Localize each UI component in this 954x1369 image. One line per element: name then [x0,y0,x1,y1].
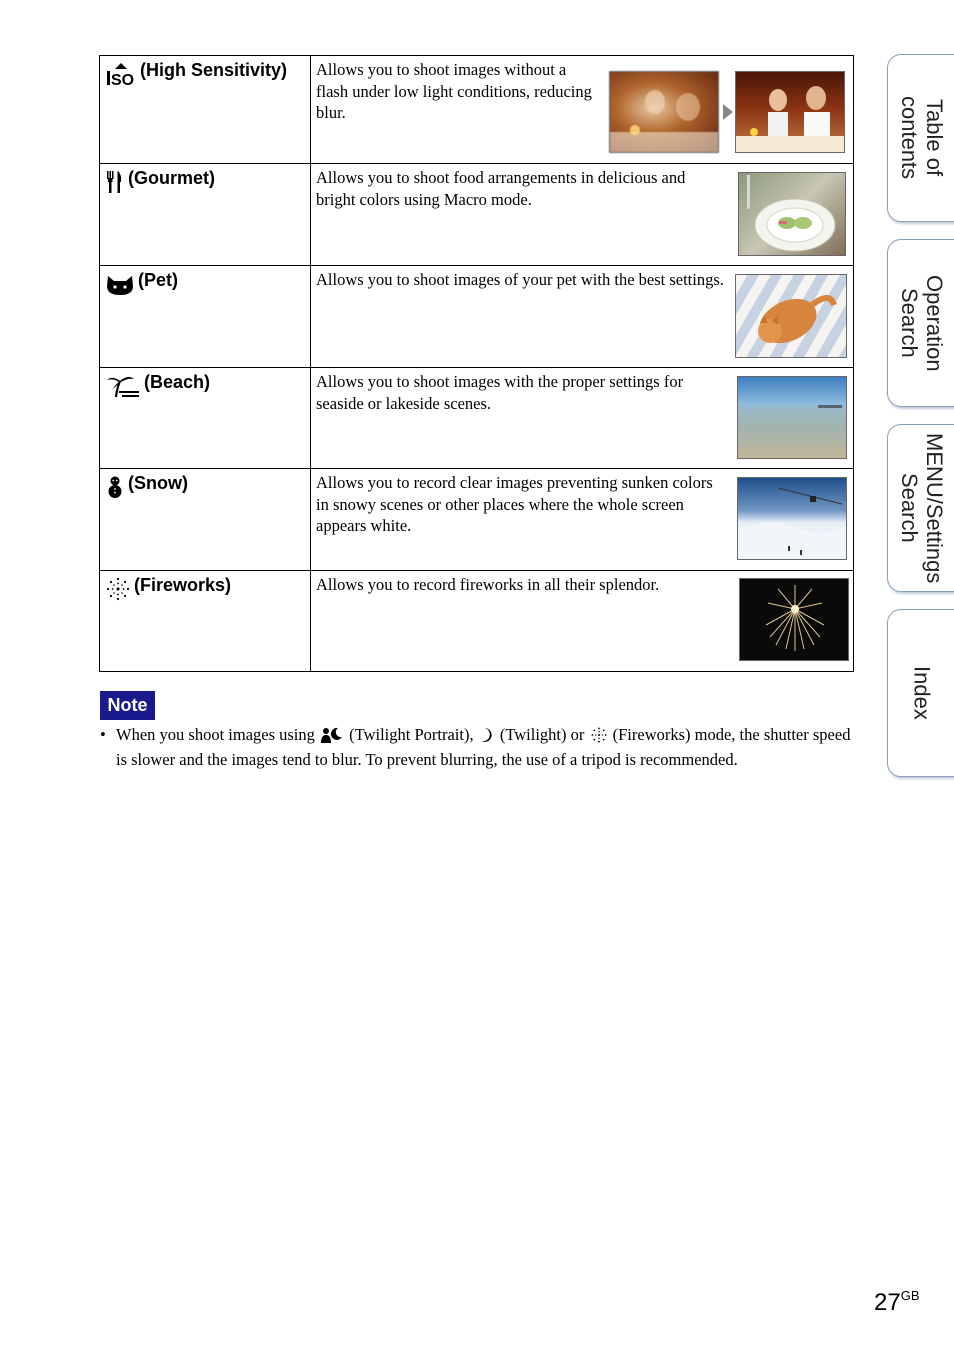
mode-description: Allows you to shoot images without a flash under low light conditions, reducing blur. [316,60,592,122]
mode-description: Allows you to shoot food arrangements in delicious and bright colors using Macro mode. [316,168,686,209]
photo-beach [737,376,847,459]
tab-label: Operation Search [897,274,947,372]
scene-mode-table [99,55,854,672]
note-list [100,724,855,771]
mode-description: Allows you to shoot images of your pet with the best settings. [316,270,724,289]
photo-food-plate [738,172,846,256]
mode-name-beach: (Beach) [100,368,310,404]
photo-sharp-diners [735,71,845,153]
tab-table-of-contents[interactable] [887,54,954,222]
page-suffix: GB [900,1288,920,1303]
tab-label: Table of contents [897,96,947,180]
note-text: When you shoot images using (Twilight Portrait), (Twilight) or (Fireworks) mode, the shutter speed is slower and the images tend to blur. To prevent blurring, the use of a tripod is recommended. [116,725,851,769]
svg-text:SO: SO [111,72,135,86]
table-row [100,266,854,368]
photo-kitten [735,274,847,358]
tab-label: Index [909,666,935,720]
mode-name-gourmet: (Gourmet) [100,164,310,200]
cat-icon [106,272,134,302]
palm-tree-icon [106,374,140,404]
bullet: • [100,725,106,744]
mode-description: Allows you to shoot images with the proper settings for seaside or lakeside scenes. [316,372,684,413]
tab-operation-search[interactable] [887,239,954,407]
mode-description: Allows you to record fireworks in all their splendor. [316,575,660,594]
page-number: $27^{GB}$ [874,1288,920,1316]
photo-fireworks [739,578,849,661]
iso-icon [106,62,136,92]
tab-menu-settings-search[interactable] [887,424,954,592]
mode-name-fireworks: (Fireworks) [100,571,310,607]
fork-knife-icon [106,170,124,200]
snowman-icon [106,475,124,505]
note-badge: Note [100,691,155,720]
photo-snow-scene [737,477,847,560]
tab-label: MENU/Settings Search [897,432,947,584]
mode-description: Allows you to record clear images preventing sunken colors in snowy scenes or other places where the whole screen appears white. [316,473,713,535]
mode-name-snow: (Snow) [100,469,310,505]
fireworks-icon [106,577,130,607]
photo-blurred-diners [609,71,719,153]
twilight-moon-icon [480,727,494,749]
table-row [100,56,854,164]
table-row [100,164,854,266]
arrow-right-icon [723,104,733,120]
table-row [100,469,854,571]
tab-index[interactable] [887,609,954,777]
table-row [100,571,854,672]
fireworks-icon [591,727,607,749]
mode-name-high-sensitivity: SO (High Sensitivity) [100,56,310,92]
table-row [100,368,854,469]
mode-name-pet: (Pet) [100,266,310,302]
twilight-portrait-icon [321,727,343,749]
